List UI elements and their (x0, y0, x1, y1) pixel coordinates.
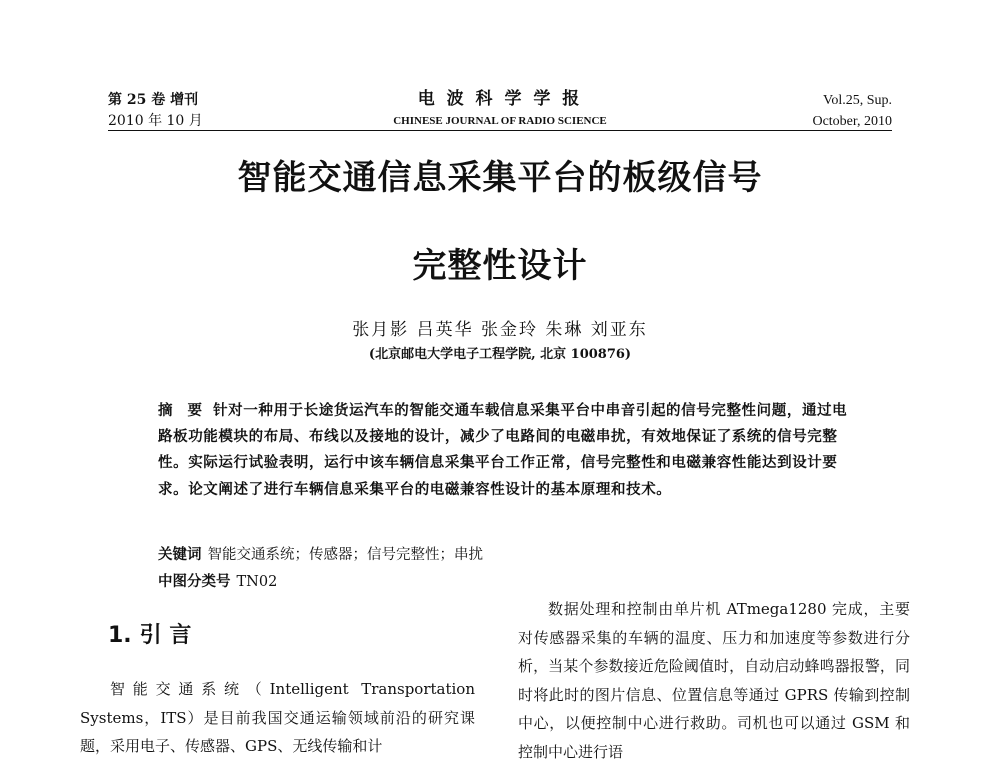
clc-text: TN02 (236, 574, 278, 590)
clc-number (158, 569, 277, 595)
abstract-text: 针对一种用于长途货运汽车的智能交通车载信息采集平台中串音引起的信号完整性问题，通过电路板功能模块的布局、布线以及接地的设计，减少了电路间的电磁串扰，有效地保证了系统的信号完整性。实际运行试验表明，运行中该车辆信息采集平台工作正常，信号完整性和电磁兼容性能达到设计要求。论文阐述了进行车辆信息采集平台的电磁兼容性设计的基本原理和技术。 (158, 402, 848, 498)
authors: 张月影 吕英华 张金玲 朱琳 刘亚东 (352, 320, 648, 340)
keywords (158, 542, 483, 568)
header-volume-date-cn (108, 90, 203, 132)
keywords-text: 智能交通系统；传感器；信号完整性；串扰 (207, 547, 483, 563)
body-column-left (80, 675, 475, 761)
journal-name (350, 88, 650, 130)
section-title: 引 言 (139, 623, 192, 648)
journal-name-cn: 电 波 科 学 学 报 (417, 89, 583, 109)
header-volume-cn: 第 25 卷 增刊 (108, 92, 199, 108)
clc-label: 中图分类号 (158, 574, 231, 590)
paper-title-line-2: 完整性设计 (412, 246, 588, 286)
body-paragraph-left: 智能交通系统（Intelligent Transportation Systems，ITS）是目前我国交通运输领域前沿的研究课题，采用电子、传感器、GPS、无线传输和计 (80, 680, 475, 755)
abstract (158, 398, 848, 503)
journal-name-en: CHINESE JOURNAL OF RADIO SCIENCE (393, 115, 607, 127)
paper-title-line-1: 智能交通信息采集平台的板级信号 (237, 158, 763, 198)
abstract-label: 摘 要 (158, 403, 208, 419)
section-number: 1. (108, 623, 132, 648)
header-date-cn: 2010 年 10 月 (108, 113, 203, 129)
header-date-en: October, 2010 (812, 114, 892, 129)
header-volume-date-en (812, 90, 892, 132)
section-heading-intro (108, 618, 191, 649)
body-paragraph-right: 数据处理和控制由单片机 ATmega1280 完成，主要对传感器采集的车辆的温度、压力和加速度等参数进行分析，当某个参数接近危险阈值时，自动启动蜂鸣器报警，同时将此时的图片信息、位置信息等通过 GPRS 传输到控制中心，以便控制中心进行救助。司机也可以通过 GSM 和控制中心进行语 (518, 600, 910, 761)
keywords-label: 关键词 (158, 547, 202, 563)
header-rule (108, 130, 892, 131)
affiliation: (北京邮电大学电子工程学院, 北京 100876) (368, 347, 632, 362)
body-column-right (518, 595, 910, 767)
header-volume-en: Vol.25, Sup. (823, 93, 892, 108)
